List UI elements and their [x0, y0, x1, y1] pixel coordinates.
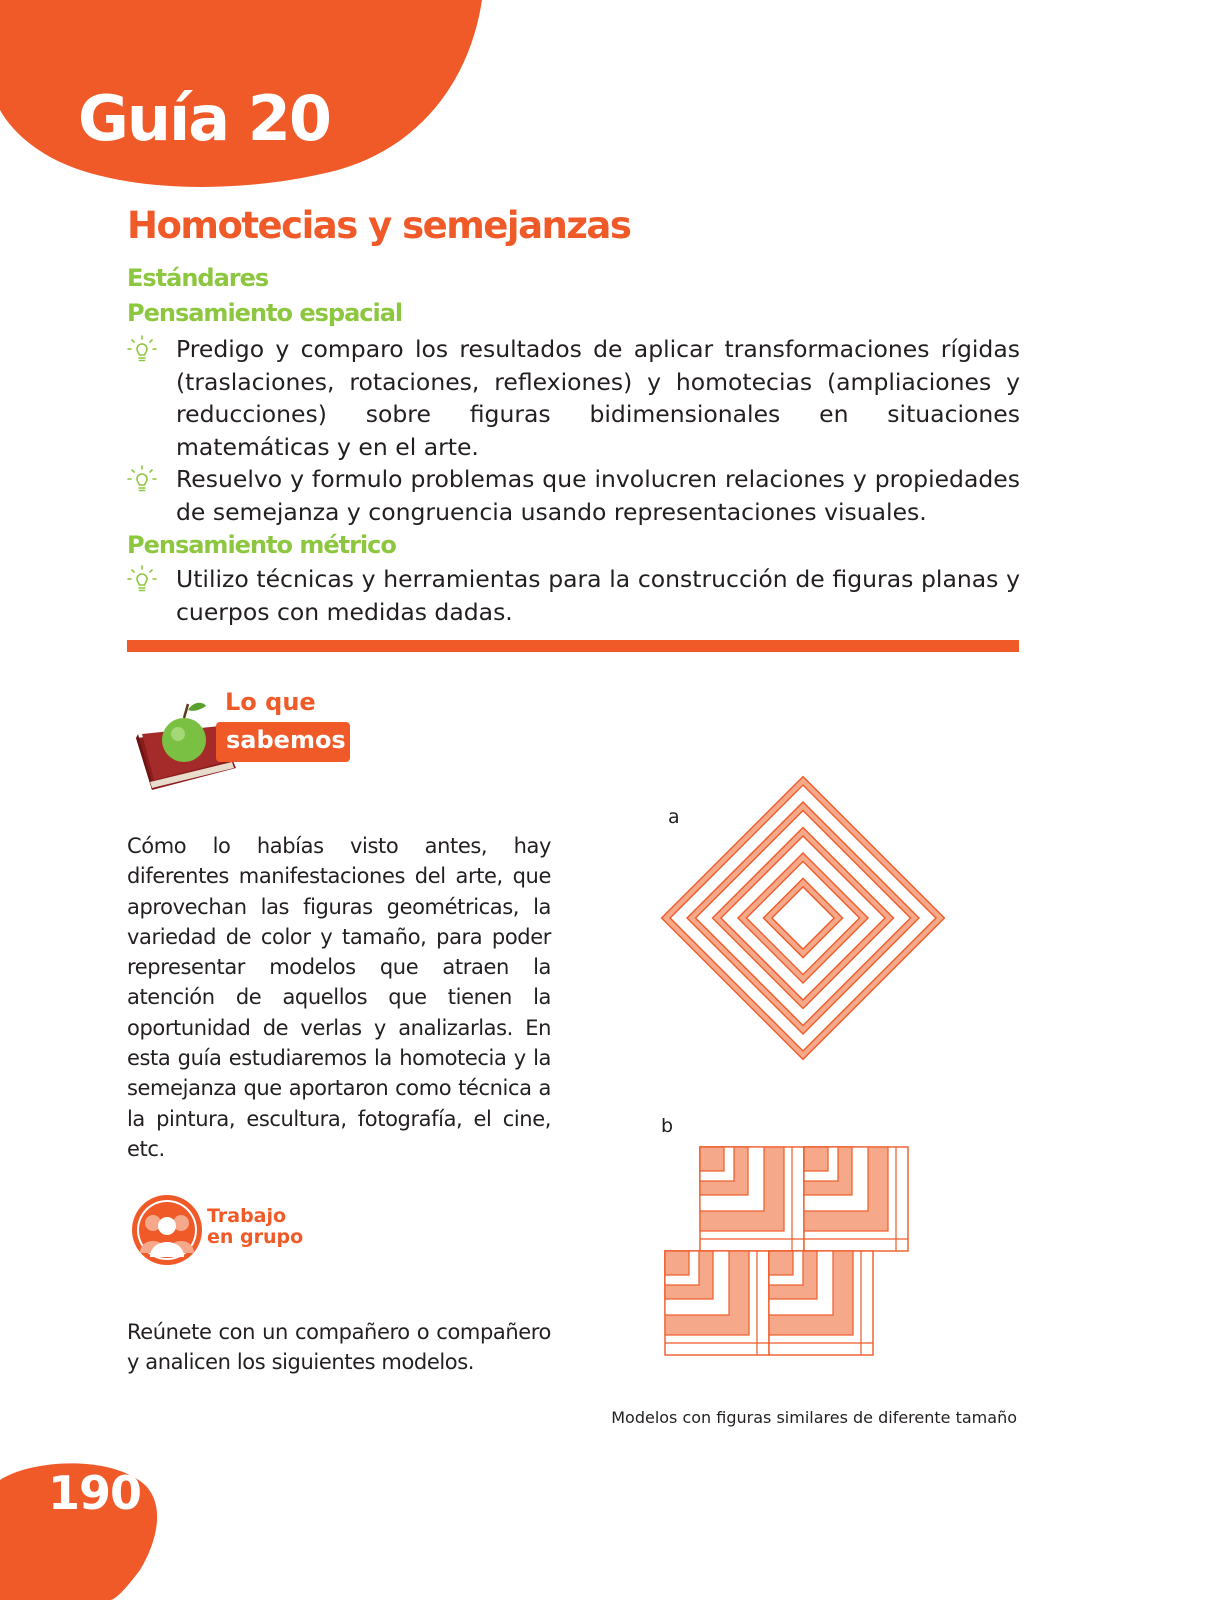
figure-a-nested-diamonds: [660, 775, 950, 1065]
badge-title-box: [216, 722, 350, 762]
standard-text: Utilizo técnicas y herramientas para la construcción de figuras planas y cuerpos con medidas dadas.: [176, 565, 1020, 626]
page-title: Homotecias y semejanzas: [127, 204, 631, 247]
badge-title-line1: Lo que: [225, 688, 316, 716]
figure-caption: Modelos con figuras similares de diferente tamaño: [611, 1408, 1017, 1427]
group-work-line1: Trabajo: [207, 1205, 287, 1227]
standards-heading: Estándares: [127, 264, 269, 292]
section-divider: [127, 640, 1019, 652]
group-paragraph: Reúnete con un compañero o compañero y analicen los siguientes modelos.: [127, 1320, 551, 1375]
standard-text: Predigo y comparo los resultados de aplicar transformaciones rígidas (traslaciones, rotaciones, reflexiones) y homotecias (ampliaciones y reducciones) sobre figuras bidimensionales en situaciones matemáticas y en el arte.: [176, 335, 1020, 461]
figure-b-nested-squares: [663, 1145, 913, 1357]
lightbulb-icon: [127, 465, 157, 495]
group-work-line2: en grupo: [207, 1226, 304, 1248]
badge-title-line2: sabemos: [226, 726, 346, 754]
standard-text: Resuelvo y formulo problemas que involucren relaciones y propiedades de semejanza y congruencia usando representaciones visuales.: [176, 465, 1020, 526]
guide-label: Guía 20: [78, 82, 330, 155]
group-heading-espacial: Pensamiento espacial: [127, 299, 403, 327]
figure-b-label: b: [661, 1115, 674, 1137]
page-number: 190: [48, 1466, 142, 1520]
figure-a-label: a: [668, 806, 680, 828]
group-work-label: [207, 1206, 303, 1248]
group-people-icon: [130, 1193, 204, 1267]
intro-paragraph: Cómo lo habías visto antes, hay diferentes manifestaciones del arte, que aprovechan las figuras geométricas, la variedad de color y tamaño, para poder representar modelos que atraen la atención de aquellos que tienen la oportunidad de verlas y analizarlas. En esta guía estudiaremos la homotecia y la semejanza que aportaron como técnica a la pintura, escultura, fotografía, el cine, etc.: [127, 834, 551, 1161]
lightbulb-icon: [127, 565, 157, 595]
lightbulb-icon: [127, 335, 157, 365]
group-heading-metrico: Pensamiento métrico: [127, 531, 396, 559]
